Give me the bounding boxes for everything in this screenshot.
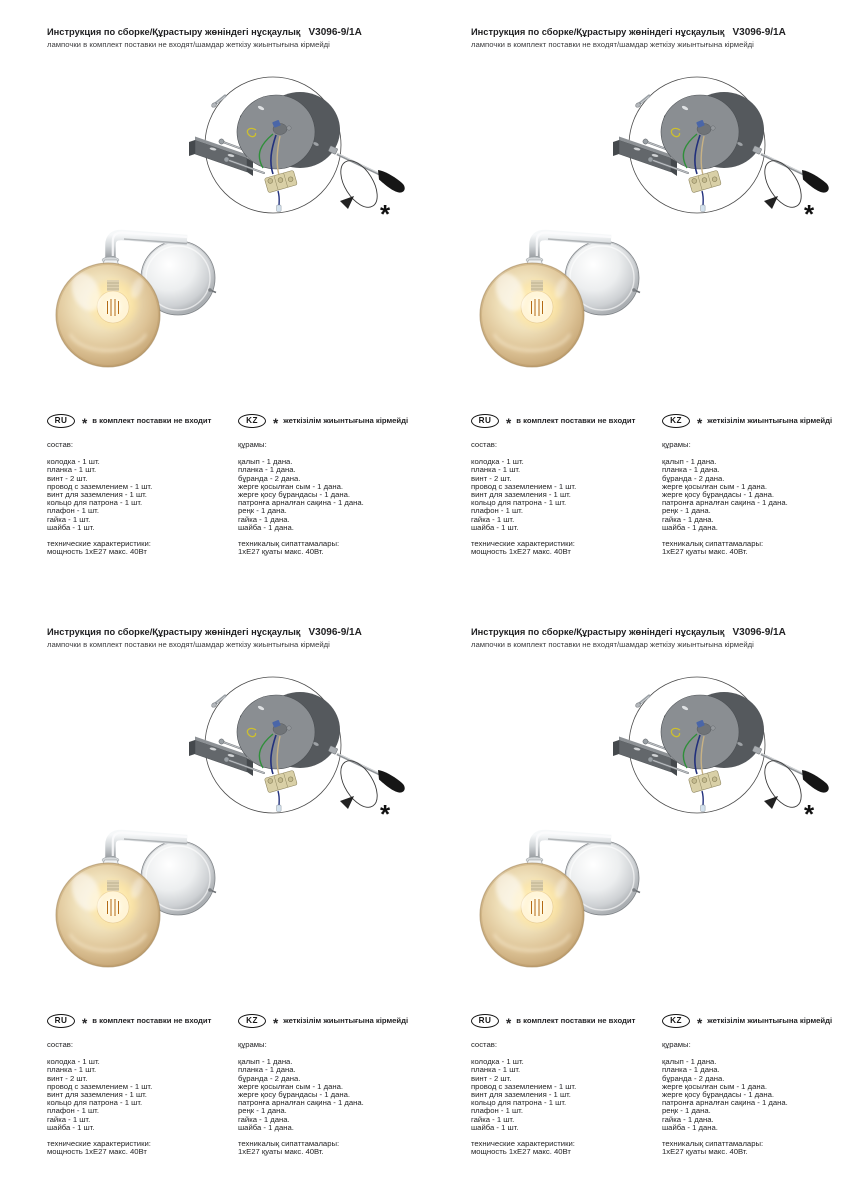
ru-list-title: состав: <box>471 1040 497 1049</box>
part-list-item: қалып - 1 дана. <box>662 1057 717 1067</box>
part-list-item: планка - 1 дана. <box>238 1065 296 1075</box>
part-list-item: плафон - 1 шт. <box>47 1106 99 1116</box>
part-list-item: планка - 1 шт. <box>47 465 97 475</box>
ru-tech-title: технические характеристики: <box>47 1139 151 1149</box>
ru-parts-list <box>47 458 229 532</box>
part-list-item: плафон - 1 шт. <box>471 1106 523 1116</box>
plate-screw <box>208 888 212 892</box>
kz-tech-title: техникалық сипаттамалары: <box>662 1139 764 1149</box>
part-list-item: шайба - 1 дана. <box>238 1122 294 1132</box>
kz-parts-list <box>238 458 420 532</box>
part-list-item: винт - 2 шт. <box>47 473 88 483</box>
plate-screw <box>632 888 636 892</box>
asterisk-mark: * <box>273 1016 279 1031</box>
glass-globe <box>480 263 584 367</box>
part-list-item: патронға арналған сақина - 1 дана. <box>238 498 364 508</box>
terminal-block-icon <box>264 170 297 193</box>
ru-parts-list <box>471 1058 653 1132</box>
kz-column-header <box>238 414 420 431</box>
part-list-item: патронға арналған сақина - 1 дана. <box>662 498 788 508</box>
kz-column <box>662 1014 844 1156</box>
part-list-item: патронға арналған сақина - 1 дана. <box>238 1098 364 1108</box>
part-list-item: бұранда - 2 дана. <box>662 473 725 483</box>
part-list-item: гайка - 1 дана. <box>662 514 714 524</box>
assembly-diagram <box>607 670 835 822</box>
part-list-item: кольцо для патрона - 1 шт. <box>471 1098 567 1108</box>
screwdriver-icon <box>752 746 829 793</box>
header-row <box>47 27 362 38</box>
part-list-item: реңк - 1 дана. <box>238 506 287 516</box>
part-list-item: колодка - 1 шт. <box>47 457 100 467</box>
part-list-item: гайка - 1 шт. <box>47 1114 91 1124</box>
part-list-item: винт для заземления - 1 шт. <box>471 1090 571 1100</box>
quadrant-header <box>471 627 786 649</box>
ru-column <box>47 1014 229 1156</box>
assembly-diagram <box>183 670 411 822</box>
kz-list-title: құрамы: <box>238 1040 267 1049</box>
part-list-item: винт для заземления - 1 шт. <box>471 490 571 500</box>
header-row <box>471 27 786 38</box>
part-list-item: шайба - 1 шт. <box>47 522 95 532</box>
part-list-item: жерге қосылған сым - 1 дана. <box>238 1081 344 1091</box>
kz-column <box>238 1014 420 1156</box>
glass-globe <box>480 863 584 967</box>
ru-tech-value: мощность 1хЕ27 макс. 40Вт <box>47 1147 147 1157</box>
ru-tech-block <box>471 540 653 556</box>
kz-tech-title: техникалық сипаттамалары: <box>238 539 340 549</box>
part-list-item: патронға арналған сақина - 1 дана. <box>662 1098 788 1108</box>
ru-tech-value: мощность 1хЕ27 макс. 40Вт <box>471 547 571 557</box>
part-list-item: планка - 1 шт. <box>47 1065 97 1075</box>
ru-column <box>471 414 653 556</box>
part-list-item: плафон - 1 шт. <box>471 506 523 516</box>
terminal-block-icon <box>688 170 721 193</box>
ru-badge: RU <box>47 1014 75 1028</box>
part-list-item: гайка - 1 дана. <box>238 1114 290 1124</box>
ru-not-included-note: в комплект поставки не входит <box>516 415 636 425</box>
asterisk-mark: * <box>82 416 88 431</box>
kz-tech-title: техникалық сипаттамалары: <box>238 1139 340 1149</box>
ru-tech-block <box>471 1140 653 1156</box>
lamp-photo <box>462 210 676 388</box>
instruction-title: Инструкция по сборке/Құрастыру жөніндегі нұсқаулық <box>471 27 725 37</box>
ru-parts-list <box>471 458 653 532</box>
part-list-item: винт - 2 шт. <box>471 1073 512 1083</box>
ru-tech-title: технические характеристики: <box>47 539 151 549</box>
part-list-item: қалып - 1 дана. <box>662 457 717 467</box>
part-list-item: кольцо для патрона - 1 шт. <box>47 1098 143 1108</box>
part-list-item: провод с заземлением - 1 шт. <box>47 1081 153 1091</box>
ru-column-header <box>47 414 229 431</box>
part-list-item: бұранда - 2 дана. <box>238 1073 301 1083</box>
part-list-item: қалып - 1 дана. <box>238 1057 293 1067</box>
kz-badge: KZ <box>662 1014 690 1028</box>
quadrant-header <box>471 27 786 49</box>
part-list-item: винт - 2 шт. <box>47 1073 88 1083</box>
kz-column-header <box>662 1014 844 1031</box>
asterisk-mark: * <box>273 416 279 431</box>
glass-globe <box>56 263 160 367</box>
ru-badge: RU <box>471 1014 499 1028</box>
part-list-item: винт - 2 шт. <box>471 473 512 483</box>
ru-column-header <box>471 1014 653 1031</box>
part-list-item: планка - 1 дана. <box>662 1065 720 1075</box>
small-screw-icon <box>211 96 225 108</box>
kz-list-title: құрамы: <box>238 440 267 449</box>
kz-not-included-note: жеткізілім жиынтығына кірмейді <box>283 1015 409 1025</box>
kz-tech-value: 1хЕ27 қуаты макс. 40Вт. <box>238 547 324 557</box>
screwdriver-icon <box>752 146 829 193</box>
instruction-quadrant <box>424 600 849 1200</box>
assembly-diagram <box>183 70 411 222</box>
kz-list-title: құрамы: <box>662 1040 691 1049</box>
part-list-item: колодка - 1 шт. <box>471 1057 524 1067</box>
ru-column <box>47 414 229 556</box>
asterisk-mark: * <box>697 416 703 431</box>
screwdriver-icon <box>328 146 405 193</box>
kz-tech-block <box>662 540 844 556</box>
header-row <box>471 627 786 638</box>
part-list-item: жерге қосу бұрандасы - 1 дана. <box>238 1090 351 1100</box>
lamps-not-included-note: лампочки в комплект поставки не входят/шамдар жеткізу жиынтығына кірмейді <box>471 40 754 49</box>
kz-parts-list <box>662 458 844 532</box>
canopy-disc-icon <box>661 92 764 169</box>
instruction-title: Инструкция по сборке/Құрастыру жөніндегі нұсқаулық <box>471 627 725 637</box>
canopy-disc-icon <box>237 692 340 769</box>
part-list-item: жерге қосылған сым - 1 дана. <box>662 481 768 491</box>
ru-tech-title: технические характеристики: <box>471 539 575 549</box>
ru-tech-block <box>47 1140 229 1156</box>
instruction-quadrant <box>424 0 849 600</box>
header-row <box>47 627 362 638</box>
part-list-item: колодка - 1 шт. <box>471 457 524 467</box>
part-list-item: винт для заземления - 1 шт. <box>47 490 147 500</box>
kz-badge: KZ <box>662 414 690 428</box>
kz-column-header <box>662 414 844 431</box>
lamp-photo <box>462 810 676 988</box>
ru-list-title: состав: <box>471 440 497 449</box>
part-list-item: гайка - 1 дана. <box>238 514 290 524</box>
blue-wire-tail <box>278 791 279 806</box>
part-list-item: реңк - 1 дана. <box>238 1106 287 1116</box>
kz-tech-block <box>238 1140 420 1156</box>
part-list-item: шайба - 1 дана. <box>662 1122 718 1132</box>
ru-parts-list <box>47 1058 229 1132</box>
part-list-item: планка - 1 шт. <box>471 465 521 475</box>
part-list-item: гайка - 1 дана. <box>662 1114 714 1124</box>
quadrant-header <box>47 27 362 49</box>
kz-not-included-note: жеткізілім жиынтығына кірмейді <box>707 1015 833 1025</box>
ru-tech-value: мощность 1хЕ27 макс. 40Вт <box>47 547 147 557</box>
diagram-asterisk: * <box>804 199 815 222</box>
asterisk-mark: * <box>506 1016 512 1031</box>
kz-not-included-note: жеткізілім жиынтығына кірмейді <box>707 415 833 425</box>
kz-not-included-note: жеткізілім жиынтығына кірмейді <box>283 415 409 425</box>
quadrant-header <box>47 627 362 649</box>
part-list-item: шайба - 1 дана. <box>238 522 294 532</box>
instruction-title: Инструкция по сборке/Құрастыру жөніндегі нұсқаулық <box>47 27 301 37</box>
part-list-item: шайба - 1 шт. <box>47 1122 95 1132</box>
kz-tech-value: 1хЕ27 қуаты макс. 40Вт. <box>238 1147 324 1157</box>
model-number: V3096-9/1A <box>732 27 786 38</box>
lamp-photo <box>38 810 252 988</box>
kz-tech-block <box>662 1140 844 1156</box>
kz-column-header <box>238 1014 420 1031</box>
diagram-asterisk: * <box>380 199 391 222</box>
kz-badge: KZ <box>238 414 266 428</box>
part-list-item: шайба - 1 дана. <box>662 522 718 532</box>
small-screw-icon <box>635 96 649 108</box>
ru-not-included-note: в комплект поставки не входит <box>92 415 212 425</box>
part-list-item: планка - 1 шт. <box>471 1065 521 1075</box>
part-list-item: планка - 1 дана. <box>662 465 720 475</box>
ru-not-included-note: в комплект поставки не входит <box>92 1015 212 1025</box>
part-list-item: кольцо для патрона - 1 шт. <box>471 498 567 508</box>
diagram-asterisk: * <box>804 799 815 822</box>
assembly-diagram <box>607 70 835 222</box>
part-list-item: реңк - 1 дана. <box>662 1106 711 1116</box>
part-list-item: провод с заземлением - 1 шт. <box>471 1081 577 1091</box>
kz-column <box>662 414 844 556</box>
plate-screw <box>208 288 212 292</box>
ru-tech-title: технические характеристики: <box>471 1139 575 1149</box>
part-list-item: кольцо для патрона - 1 шт. <box>47 498 143 508</box>
blue-wire-tail <box>702 791 703 806</box>
model-number: V3096-9/1A <box>308 27 362 38</box>
ru-column-header <box>47 1014 229 1031</box>
blue-wire-tail <box>702 191 703 206</box>
terminal-block-icon <box>688 770 721 793</box>
kz-tech-value: 1хЕ27 қуаты макс. 40Вт. <box>662 1147 748 1157</box>
part-list-item: колодка - 1 шт. <box>47 1057 100 1067</box>
ru-tech-block <box>47 540 229 556</box>
instruction-title: Инструкция по сборке/Құрастыру жөніндегі нұсқаулық <box>47 627 301 637</box>
part-list-item: бұранда - 2 дана. <box>662 1073 725 1083</box>
model-number: V3096-9/1A <box>732 627 786 638</box>
ru-list-title: состав: <box>47 1040 73 1049</box>
small-screw-icon <box>211 696 225 708</box>
part-list-item: провод с заземлением - 1 шт. <box>47 481 153 491</box>
ru-list-title: состав: <box>47 440 73 449</box>
kz-tech-block <box>238 540 420 556</box>
plate-screw <box>632 288 636 292</box>
part-list-item: шайба - 1 шт. <box>471 1122 519 1132</box>
part-list-item: жерге қосу бұрандасы - 1 дана. <box>238 490 351 500</box>
asterisk-mark: * <box>697 1016 703 1031</box>
part-list-item: гайка - 1 шт. <box>471 514 515 524</box>
kz-list-title: құрамы: <box>662 440 691 449</box>
part-list-item: шайба - 1 шт. <box>471 522 519 532</box>
part-list-item: планка - 1 дана. <box>238 465 296 475</box>
diagram-asterisk: * <box>380 799 391 822</box>
part-list-item: жерге қосылған сым - 1 дана. <box>662 1081 768 1091</box>
part-list-item: жерге қосу бұрандасы - 1 дана. <box>662 490 775 500</box>
blue-wire-tail <box>278 191 279 206</box>
asterisk-mark: * <box>82 1016 88 1031</box>
terminal-block-icon <box>264 770 297 793</box>
part-list-item: гайка - 1 шт. <box>471 1114 515 1124</box>
part-list-item: жерге қосылған сым - 1 дана. <box>238 481 344 491</box>
kz-tech-title: техникалық сипаттамалары: <box>662 539 764 549</box>
part-list-item: винт для заземления - 1 шт. <box>47 1090 147 1100</box>
asterisk-mark: * <box>506 416 512 431</box>
instruction-quadrant <box>0 600 425 1200</box>
part-list-item: бұранда - 2 дана. <box>238 473 301 483</box>
ru-column <box>471 1014 653 1156</box>
canopy-disc-icon <box>661 692 764 769</box>
lamps-not-included-note: лампочки в комплект поставки не входят/шамдар жеткізу жиынтығына кірмейді <box>471 640 754 649</box>
kz-badge: KZ <box>238 1014 266 1028</box>
lamps-not-included-note: лампочки в комплект поставки не входят/шамдар жеткізу жиынтығына кірмейді <box>47 40 330 49</box>
kz-column <box>238 414 420 556</box>
ru-badge: RU <box>471 414 499 428</box>
part-list-item: плафон - 1 шт. <box>47 506 99 516</box>
part-list-item: реңк - 1 дана. <box>662 506 711 516</box>
part-list-item: провод с заземлением - 1 шт. <box>471 481 577 491</box>
part-list-item: жерге қосу бұрандасы - 1 дана. <box>662 1090 775 1100</box>
ru-not-included-note: в комплект поставки не входит <box>516 1015 636 1025</box>
lamp-photo <box>38 210 252 388</box>
screwdriver-icon <box>328 746 405 793</box>
ru-tech-value: мощность 1хЕ27 макс. 40Вт <box>471 1147 571 1157</box>
kz-tech-value: 1хЕ27 қуаты макс. 40Вт. <box>662 547 748 557</box>
part-list-item: гайка - 1 шт. <box>47 514 91 524</box>
ru-badge: RU <box>47 414 75 428</box>
kz-parts-list <box>238 1058 420 1132</box>
glass-globe <box>56 863 160 967</box>
model-number: V3096-9/1A <box>308 627 362 638</box>
instruction-quadrant <box>0 0 425 600</box>
lamps-not-included-note: лампочки в комплект поставки не входят/шамдар жеткізу жиынтығына кірмейді <box>47 640 330 649</box>
small-screw-icon <box>635 696 649 708</box>
canopy-disc-icon <box>237 92 340 169</box>
kz-parts-list <box>662 1058 844 1132</box>
ru-column-header <box>471 414 653 431</box>
part-list-item: қалып - 1 дана. <box>238 457 293 467</box>
